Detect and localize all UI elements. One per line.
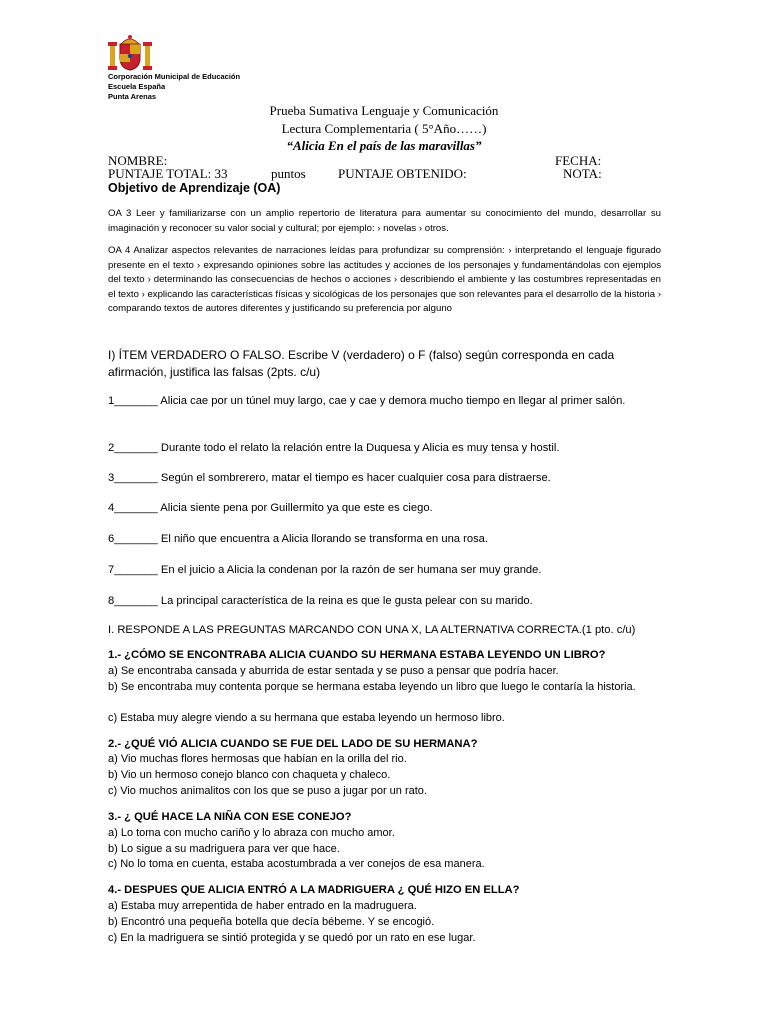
true-false-heading: I) ÍTEM VERDADERO O FALSO. Escribe V (verdadero) o F (falso) según corresponda en cada afirmación, justifica las falsas (2pts. c/u) — [108, 348, 615, 379]
objective-oa4: OA 4 Analizar aspectos relevantes de narraciones leídas para profundizar su comprensión: › interpretando el lenguaje figurado presente en el texto › expresando opiniones sobre las actitudes y acciones de los personajes y fundamentándolas con ejemplos del texto › determinando las consecuencias de hechos o acciones › describiendo el ambiente y las costumbres representadas en el texto › explicando las características físicas y sicológicas de los personajes que son relevantes para el desarrollo de la historia › comparando textos de autores diferentes y justificando su preferencia por alguno — [108, 245, 661, 314]
tf-item: 7_______ En el juicio a Alicia la condenan por la razón de ser humana ser muy grande. — [108, 564, 542, 576]
question-3-option-c: c) No lo toma en cuenta, estaba acostumbrada a ver conejos de esa manera. — [108, 858, 485, 870]
question-4-option-c: c) En la madriguera se sintió protegida y se quedó por un rato en ese lugar. — [108, 932, 476, 944]
tf-item: 1_______ Alicia cae por un túnel muy largo, cae y cae y demora mucho tiempo en llegar al primer salón. — [108, 395, 626, 407]
question-3: 3.- ¿ QUÉ HACE LA NIÑA CON ESE CONEJO? — [108, 811, 352, 823]
coat-of-arms-logo — [108, 34, 152, 74]
school-name: Escuela España — [108, 82, 166, 91]
exam-subtitle: Lectura Complementaria ( 5°Año……) — [281, 121, 487, 136]
question-2: 2.- ¿QUÉ VIÓ ALICIA CUANDO SE FUE DEL LADO DE SU HERMANA? — [108, 738, 478, 750]
question-1-option-b: b) Se encontraba muy contenta porque se hermana estaba leyendo un libro que luego le contaría la historia. — [108, 681, 636, 693]
question-3-option-a: a) Lo toma con mucho cariño y lo abraza con mucho amor. — [108, 827, 395, 839]
tf-item: 4_______ Alicia siente pena por Guillermito ya que este es ciego. — [108, 502, 433, 514]
city-name: Punta Arenas — [108, 92, 157, 101]
question-2-option-c: c) Vio muchos animalitos con los que se puso a jugar por un rato. — [108, 785, 427, 797]
multiple-choice-heading: I. RESPONDE A LAS PREGUNTAS MARCANDO CON UNA X, LA ALTERNATIVA CORRECTA.(1 pto. c/u) — [108, 624, 636, 636]
question-4-option-b: b) Encontró una pequeña botella que decía bébeme. Y se encogió. — [108, 916, 435, 928]
question-1: 1.- ¿CÓMO SE ENCONTRABA ALICIA CUANDO SU HERMANA ESTABA LEYENDO UN LIBRO? — [108, 649, 606, 661]
name-label: NOMBRE: — [108, 153, 168, 168]
obtained-score-label: PUNTAJE OBTENIDO: — [338, 166, 467, 181]
question-3-option-b: b) Lo sigue a su madriguera para ver que hace. — [108, 843, 340, 855]
tf-item: 2_______ Durante todo el relato la relación entre la Duquesa y Alicia es muy tensa y hostil. — [108, 442, 560, 454]
tf-item: 3_______ Según el sombrerero, matar el tiempo es hacer cualquier cosa para distraerse. — [108, 472, 551, 484]
tf-item: 6_______ El niño que encuentra a Alicia llorando se transforma en una rosa. — [108, 533, 489, 545]
total-score-label: PUNTAJE TOTAL: 33 — [108, 166, 228, 181]
institution-block — [108, 72, 240, 102]
book-title: “Alicia En el país de las maravillas” — [286, 138, 482, 153]
question-4: 4.- DESPUES QUE ALICIA ENTRÓ A LA MADRIGUERA ¿ QUÉ HIZO EN ELLA? — [108, 884, 520, 896]
objective-heading: Objetivo de Aprendizaje (OA) — [108, 181, 281, 195]
date-label: FECHA: — [555, 153, 602, 168]
question-2-option-b: b) Vio un hermoso conejo blanco con chaqueta y chaleco. — [108, 769, 391, 781]
question-4-option-a: a) Estaba muy arrepentida de haber entrado en la madruguera. — [108, 900, 417, 912]
question-2-option-a: a) Vio muchas flores hermosas que habían en la orilla del rio. — [108, 753, 407, 765]
exam-title: Prueba Sumativa Lenguaje y Comunicación — [269, 103, 499, 118]
grade-label: NOTA: — [563, 166, 602, 181]
points-label: puntos — [271, 166, 306, 181]
institution-name: Corporación Municipal de Educación — [108, 72, 241, 81]
tf-item: 8_______ La principal característica de la reina es que le gusta pelear con su marido. — [108, 595, 533, 607]
objective-oa3: OA 3 Leer y familiarizarse con un amplio repertorio de literatura para aumentar su conocimiento del mundo, desarrollar su imaginación y reconocer su valor social y cultural; por ejemplo: › novelas › otros. — [108, 208, 661, 234]
question-1-option-c: c) Estaba muy alegre viendo a su hermana que estaba leyendo un hermoso libro. — [108, 712, 505, 724]
question-1-option-a: a) Se encontraba cansada y aburrida de estar sentada y se puso a pensar que podría hacer. — [108, 665, 559, 677]
